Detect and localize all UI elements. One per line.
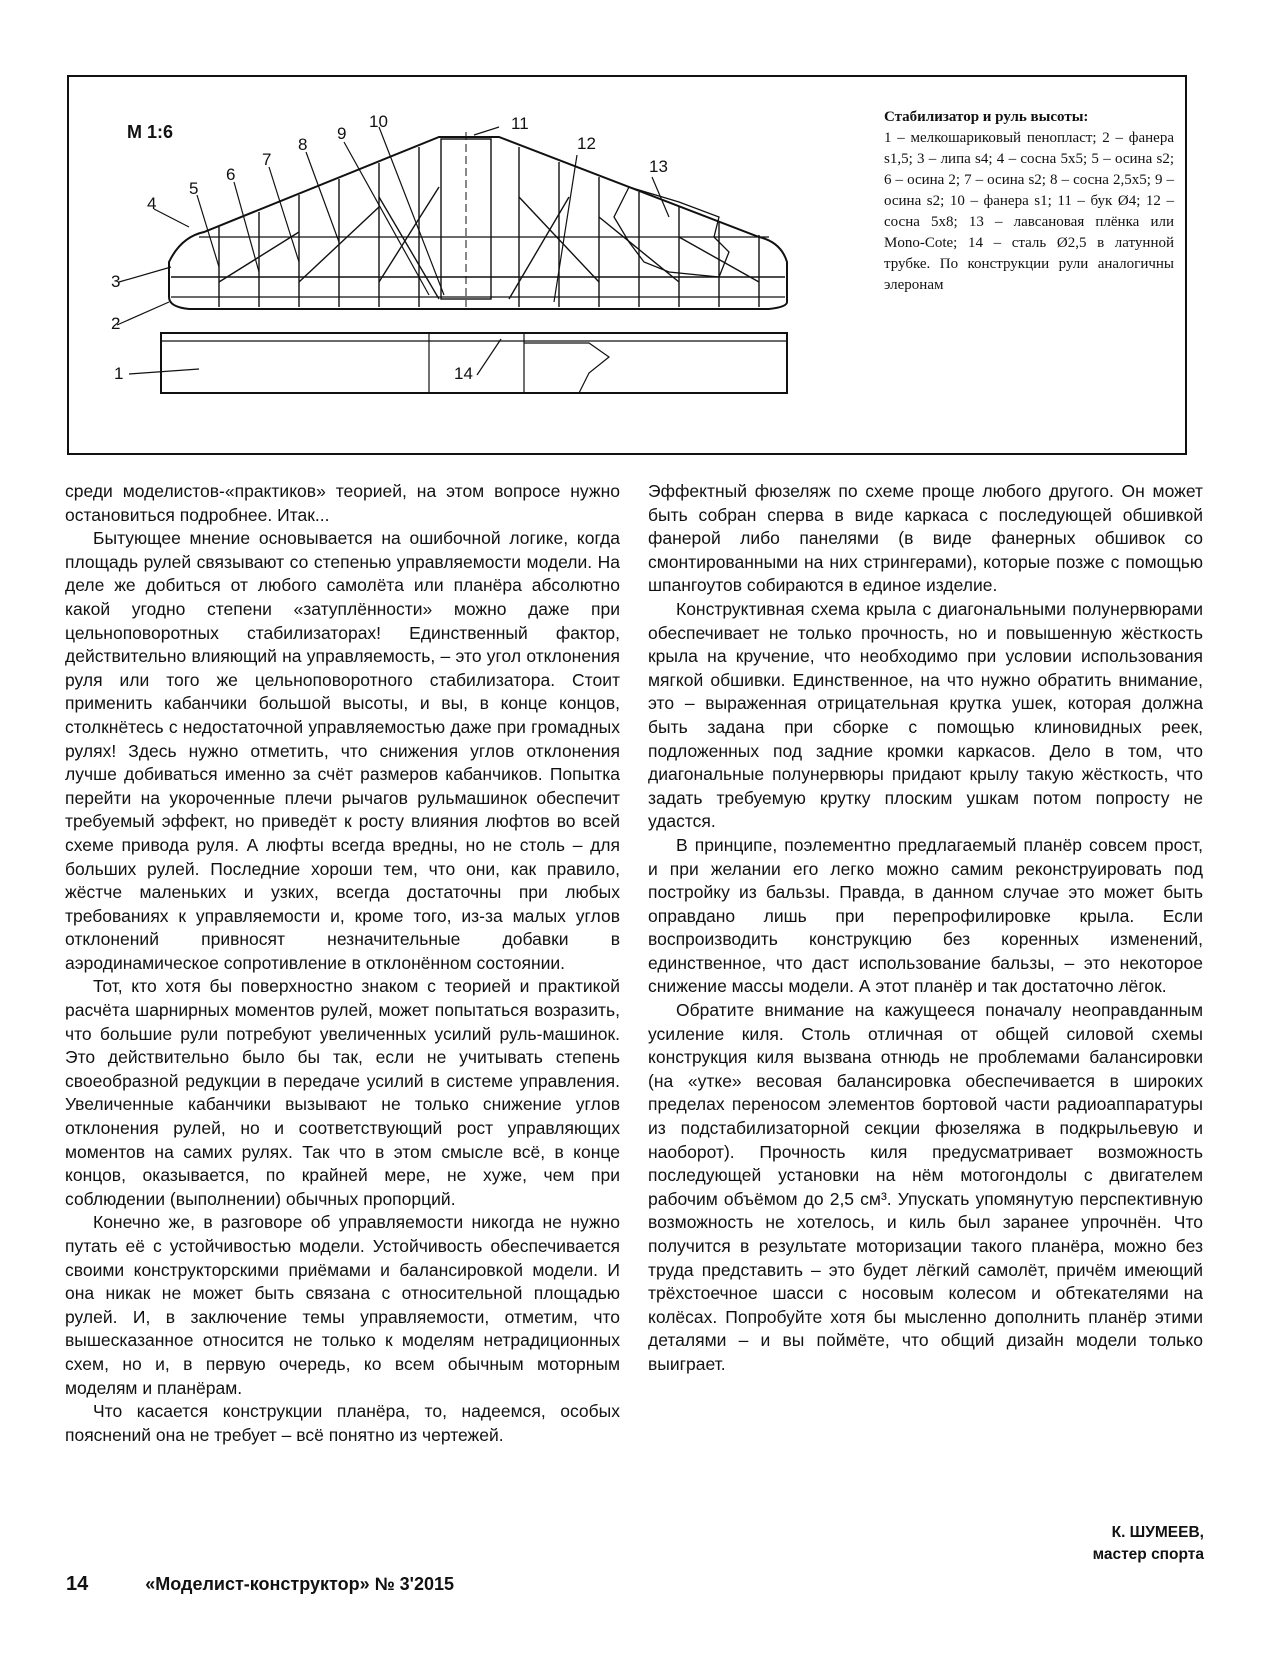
paragraph: Конечно же, в разговоре об управляемости никогда не нужно путать её с устойчивостью модели. Устойчивость обеспечивается своими конструкторскими приёмами и балансировкой модели. И она никак не может быть связана с относительной площадью рулей. И, в заключение темы управляемости, отметим, что вышесказанное относится не только к моделям нетрадиционных схем, но и, в первую очередь, ко всем обычным моторным моделям и планёрам. [65, 1212, 620, 1398]
figure-label-14: 14 [454, 364, 473, 383]
page-footer [66, 1573, 454, 1596]
figure-label-5: 5 [189, 179, 199, 198]
figure-label-13: 13 [649, 157, 668, 176]
figure-label-1: 1 [114, 364, 124, 383]
paragraph: Обратите внимание на кажущееся поначалу неоправданным усиление киля. Столь отличная от общей силовой схемы конструкция киля вызвана отнюдь не проблемами балансировки (на «утке» весовая балансировка обеспечивается в широких пределах переносом элементов бортовой части радиоаппаратуры из подстабилизаторной секции фюзеляжа в подкрыльевую и наоборот). Прочность киля предусматривает возможность последующей установки на нём мотогондолы с двигателем рабочим объёмом до 2,5 см³. Упускать упомянутую перспективную возможность не хотелось, и киль был заранее упрочнён. Что получится в результате моторизации такого планёра, можно без труда представить – это будет лёгкий самолёт, причём имеющий трёхстоечное шасси с носовым колесом и обтекателями на колёсах. Попробуйте хотя бы мысленно дополнить планёр этими деталями – и вы поймёте, что общий дизайн модели только выиграет. [648, 1000, 1203, 1374]
article-column-left [65, 480, 620, 1447]
page-number: 14 [66, 1573, 89, 1595]
figure-label-2: 2 [111, 314, 121, 333]
author-name: К. ШУМЕЕВ, [1111, 1524, 1204, 1541]
paragraph: среди моделистов-«практиков» теорией, на этом вопросе нужно остановиться подробнее. Итак... [65, 481, 620, 525]
author-title: мастер спорта [1092, 1546, 1204, 1563]
figure-label-11: 11 [511, 114, 529, 133]
figure-label-12: 12 [577, 134, 596, 153]
figure-label-4: 4 [147, 194, 157, 213]
figure-scale: М 1:6 [127, 122, 174, 142]
caption-note: По конструкции рули аналогичны элеронам [884, 256, 1174, 293]
figure-label-6: 6 [226, 165, 236, 184]
drawing-figure [67, 75, 1187, 455]
caption-title: Стабилизатор и руль высоты: [884, 109, 1089, 125]
figure-label-3: 3 [111, 272, 121, 291]
figure-label-9: 9 [337, 124, 347, 143]
paragraph: В принципе, поэлементно предлагаемый планёр совсем прост, и при желании его легко можно самим реконструировать под постройку из бальзы. Правда, в данном случае это может быть оправдано лишь при перепрофилировке крыла. Если воспроизводить конструкцию без коренных изменений, единственное, что даст использование бальзы, – это некоторое снижение массы модели. А этот планёр и так достаточно лёгок. [648, 834, 1203, 997]
caption-text: 1 – мелкошариковый пенопласт; 2 – фанера s1,5; 3 – липа s4; 4 – сосна 5x5; 5 – осина s2; 6 – осина 2; 7 – осина s2; 8 – сосна 2,5x5; 9 – осина s2; 10 – фанера s1; 11 – бук Ø4; 12 – сосна 5x8; 13 – лавсановая плёнка или Mono-Cote; 14 – сталь Ø2,5 в латунной трубке. [884, 130, 1174, 272]
paragraph: Конструктивная схема крыла с диагональными полунервюрами обеспечивает не только прочность, но и повышенную жёсткость крыла на кручение, что необходимо при условии использования мягкой обшивки. Единственное, на что нужно обратить внимание, это – выраженная отрицательная крутка ушек, которая должна быть задана при сборке с помощью клиновидных реек, подложенных под задние кромки каркасов. Дело в том, что диагональные полунервюры придают крылу такую жёсткость, что задать требуемую крутку плоским ушкам потом попросту не удастся. [648, 598, 1203, 832]
figure-label-8: 8 [298, 135, 308, 154]
paragraph: Бытующее мнение основывается на ошибочной логике, когда площадь рулей связывают со степенью управляемости модели. На деле же добиться от любого самолёта или планёра абсолютно какой угодно степени «затуплённости» можно даже при цельноповоротных стабилизаторах! Единственный фактор, действительно влияющий на управляемость, – это угол отклонения руля или того же цельноповоротного стабилизатора. Стоит применить кабанчики большой высоты, и вы, в конце концов, столкнётесь с недостаточной управляемостью даже при громадных рулях! Здесь нужно отметить, что снижения углов отклонения лучше добиваться именно за счёт размеров кабанчиков. Попытка перейти на укороченные плечи рычагов рульмашинок обеспечит требуемый эффект, но приведёт к росту влияния люфтов во всей схеме привода руля. А люфты всегда вредны, но не столь – для больших рулей. Последние хороши тем, что они, как правило, жёстче маленьких и узких, всегда достаточны при любых требованиях к управляемости и, кроме того, из-за малых углов отклонений привносят незначительные добавки в аэродинамическое сопротивление в отклонённом состоянии. [65, 528, 620, 973]
journal-name: «Моделист-конструктор» № 3'2015 [145, 1574, 455, 1594]
paragraph: Эффектный фюзеляж по схеме проще любого другого. Он может быть собран сперва в виде каркаса с последующей обшивкой фанерой либо панелями (в виде фанерных обшивок со смонтированными на них стрингерами), которые позже с помощью шпангоутов собираются в единое изделие. [648, 481, 1203, 596]
figure-caption [884, 107, 1174, 296]
author-signature [1093, 1522, 1204, 1566]
paragraph: Тот, кто хотя бы поверхностно знаком с теорией и практикой расчёта шарнирных моментов рулей, может попытаться возразить, что большие рули потребуют увеличенных усилий руль-машинок. Это действительно было бы так, если не учитывать степень своеобразной редукции в передаче усилий в системе управления. Увеличенные кабанчики вызывают не только снижение углов отклонения рулей, но и соответствующий рост управляющих моментов на самих рулях. Так что в этом смысле всё, в конце концов, оказывается, по крайней мере, не хуже, чем при соблюдении (выполнении) обычных пропорций. [65, 976, 620, 1209]
article-column-right [648, 480, 1203, 1377]
figure-label-10: 10 [369, 112, 388, 131]
figure-label-7: 7 [262, 150, 272, 169]
paragraph: Что касается конструкции планёра, то, надеемся, особых пояснений она не требует – всё понятно из чертежей. [65, 1401, 620, 1445]
